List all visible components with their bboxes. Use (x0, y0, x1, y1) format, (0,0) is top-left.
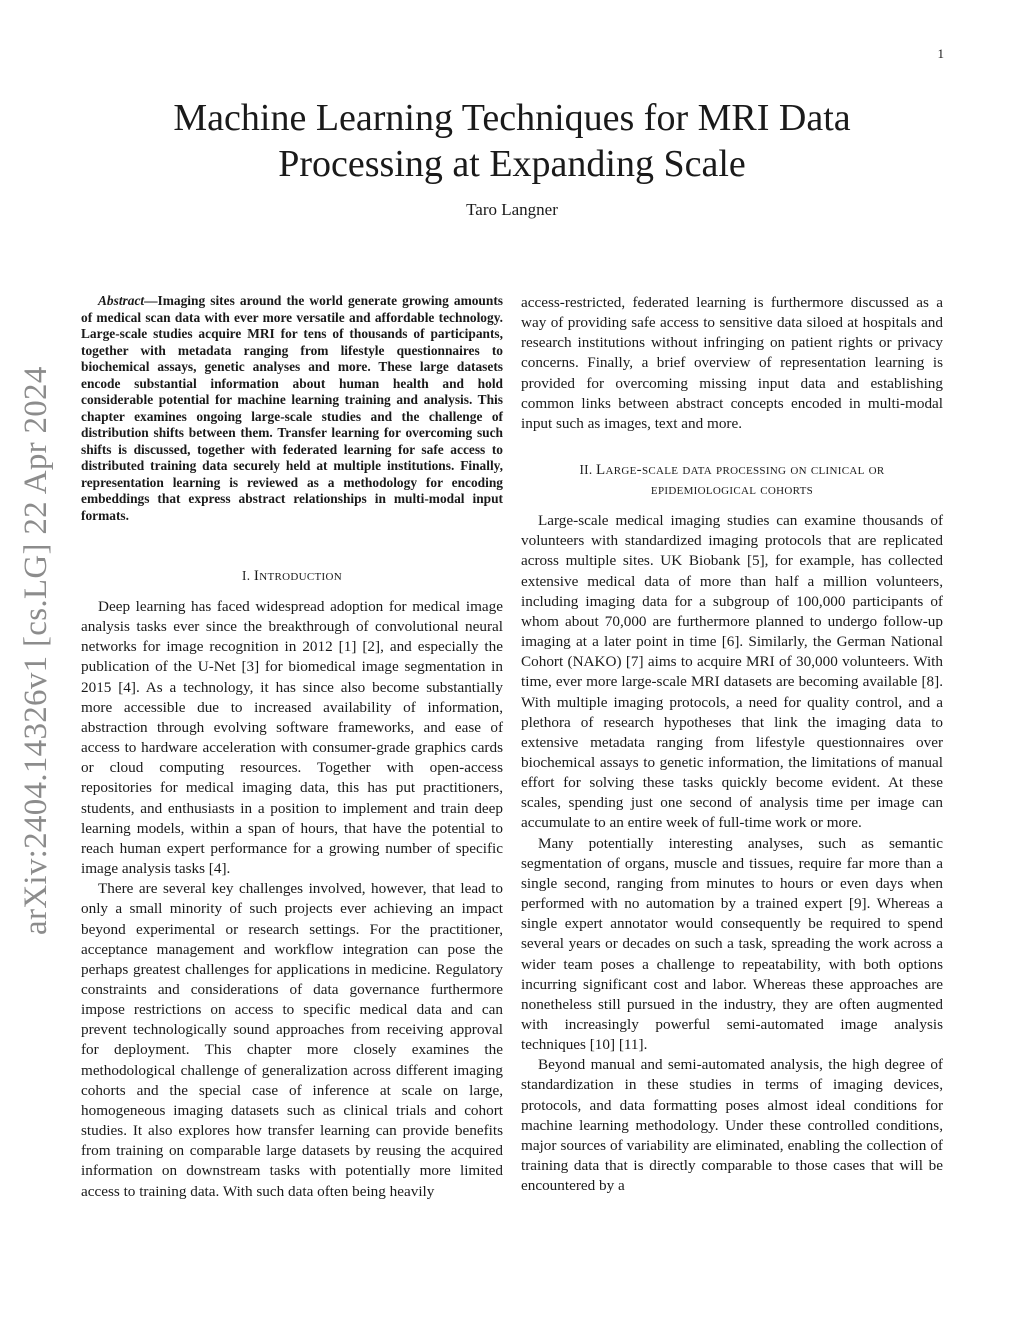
section-heading-introduction (81, 566, 503, 586)
paper-title (112, 95, 912, 187)
title-line-2: Processing at Expanding Scale (278, 143, 746, 185)
left-column (81, 293, 503, 1202)
section-2-title-line-1: Large-scale data processing on clinical or (596, 462, 885, 479)
section-2-paragraph-2: Many potentially interesting analyses, such as semantic segmentation of organs, muscle and tissues, require far more than a single second, ranging from minutes to hours or even days when performed with no automation by a trained expert [9]. Whereas a single expert annotator would consequently be required to spend several years or decades on such a task, spreading the work across a wider team poses a challenge to repeatability, with both options incurring significant cost and labor. Whereas these approaches are nonetheless still pursued in the industry, they are often augmented with increasingly powerful semi-automated image analysis techniques [10] [11]. (521, 834, 943, 1054)
arxiv-identifier-stamp[interactable]: arXiv:2404.14326v1 [cs.LG] 22 Apr 2024 (18, 366, 54, 935)
section-2-paragraph-3: Beyond manual and semi-automated analysis, the high degree of standardization in these studies in terms of imaging devices, protocols, and data formatting poses almost ideal conditions for machine learning methodology. Under these controlled conditions, major sources of variability are eliminated, enabling the collection of training data that is directly comparable to those cases that will be encountered by a (521, 1056, 943, 1195)
intro-paragraph-2: There are several key challenges involved, however, that lead to only a small minority of such projects ever achieving an impact beyond experimental or research settings. For the practitioner, acceptance management and workflow integration can pose the perhaps greatest challenges for applications in medicine. Regulatory constraints and considerations of data governance furthermore impose restrictions on access to specific medical data and can prevent technologically sound approaches from receiving approval for deployment. This chapter more closely examines the methodological challenge of generalization across different imaging cohorts and the special case of inference at scale on large, homogeneous imaging datasets such as clinical trials and cohort studies. It also explores how transfer learning can provide benefits from training on comparable large datasets by reusing the acquired information on downstream tasks with potentially more limited access to training data. With such data often being heavily (81, 880, 503, 1200)
section-1-title: Introduction (253, 568, 342, 584)
intro-paragraph-2-continuation: access-restricted, federated learning is furthermore discussed as a way of providing safe access to sensitive data siloed at hospitals and research institutions without infringing on patient rights or privacy concerns. Finally, a brief overview of representation learning is provided for overcoming missing input data and establishing common links between abstract concepts encoded in multi-modal input such as images, text and more. (521, 294, 943, 432)
abstract (81, 293, 503, 524)
author-name: Taro Langner (466, 200, 558, 219)
section-1-numeral: I. (242, 568, 254, 583)
page-number: 1 (937, 46, 944, 61)
section-heading-large-scale (521, 460, 943, 500)
section-2-numeral: II. (579, 462, 597, 478)
abstract-text: —Imaging sites around the world generate growing amounts of medical scan data with ever more versatile and affordable technology. Large-scale studies acquire MRI for tens of thousands of participants, together with metadata ranging from lifestyle questionnaires to biochemical assays, genetic analyses and more. These large datasets encode substantial information about human health and hold considerable potential for machine learning training and analysis. This chapter examines ongoing large-scale studies and the challenge of distribution shifts between them. Transfer learning for overcoming such shifts is discussed, together with federated learning for safe access to distributed training data securely held at multiple institutions. Finally, representation learning is reviewed as a methodology for encoding embeddings that express abstract relationships in multi-modal input formats. (81, 293, 503, 523)
intro-paragraph-1: Deep learning has faced widespread adoption for medical image analysis tasks ever since the breakthrough of convolutional neural networks for image recognition in 2012 [1] [2], and especially the publication of the U-Net [3] for biomedical image segmentation in 2015 [4]. As a technology, it has since also become substantially more accessible due to increased availability of information, abstraction through evolving software frameworks, and ease of access to hardware acceleration with consumer-grade graphics cards or cloud computing resources. Together with open-access repositories for medical imaging data, this has put practitioners, students, and enthusiasts in a position to implement and train deep learning models, within a span of hours, that have the potential to reach human expert performance for a growing number of specific image analysis tasks [4]. (81, 598, 503, 878)
section-2-paragraph-1: Large-scale medical imaging studies can examine thousands of volunteers with standardized imaging protocols that are replicated across multiple sites. UK Biobank [5], for example, has collected extensive medical data of more than half a million volunteers, including imaging data for a subgroup of 100,000 participants of whom about 70,000 are furthermore planned to undergo follow-up imaging at a later point in time [6]. Similarly, the German National Cohort (NAKO) [7] aims to acquire MRI of 30,000 volunteers. With time, ever more large-scale MRI datasets are becoming available [8]. With multiple imaging protocols, a need for quality control, and a plethora of research hypotheses that link the imaging data to extensive metadata ranging from lifestyle questionnaires over biochemical assays to genetic information, the limitations of manual effort for solving these tasks quickly become evident. At these scales, spending just one second of analysis time per image can accumulate to an entire week of full-time work or more. (521, 512, 943, 832)
section-2-title-line-2: epidemiological cohorts (650, 482, 814, 499)
right-column (521, 293, 943, 1196)
abstract-label: Abstract (98, 293, 145, 308)
title-line-1: Machine Learning Techniques for MRI Data (173, 97, 851, 139)
